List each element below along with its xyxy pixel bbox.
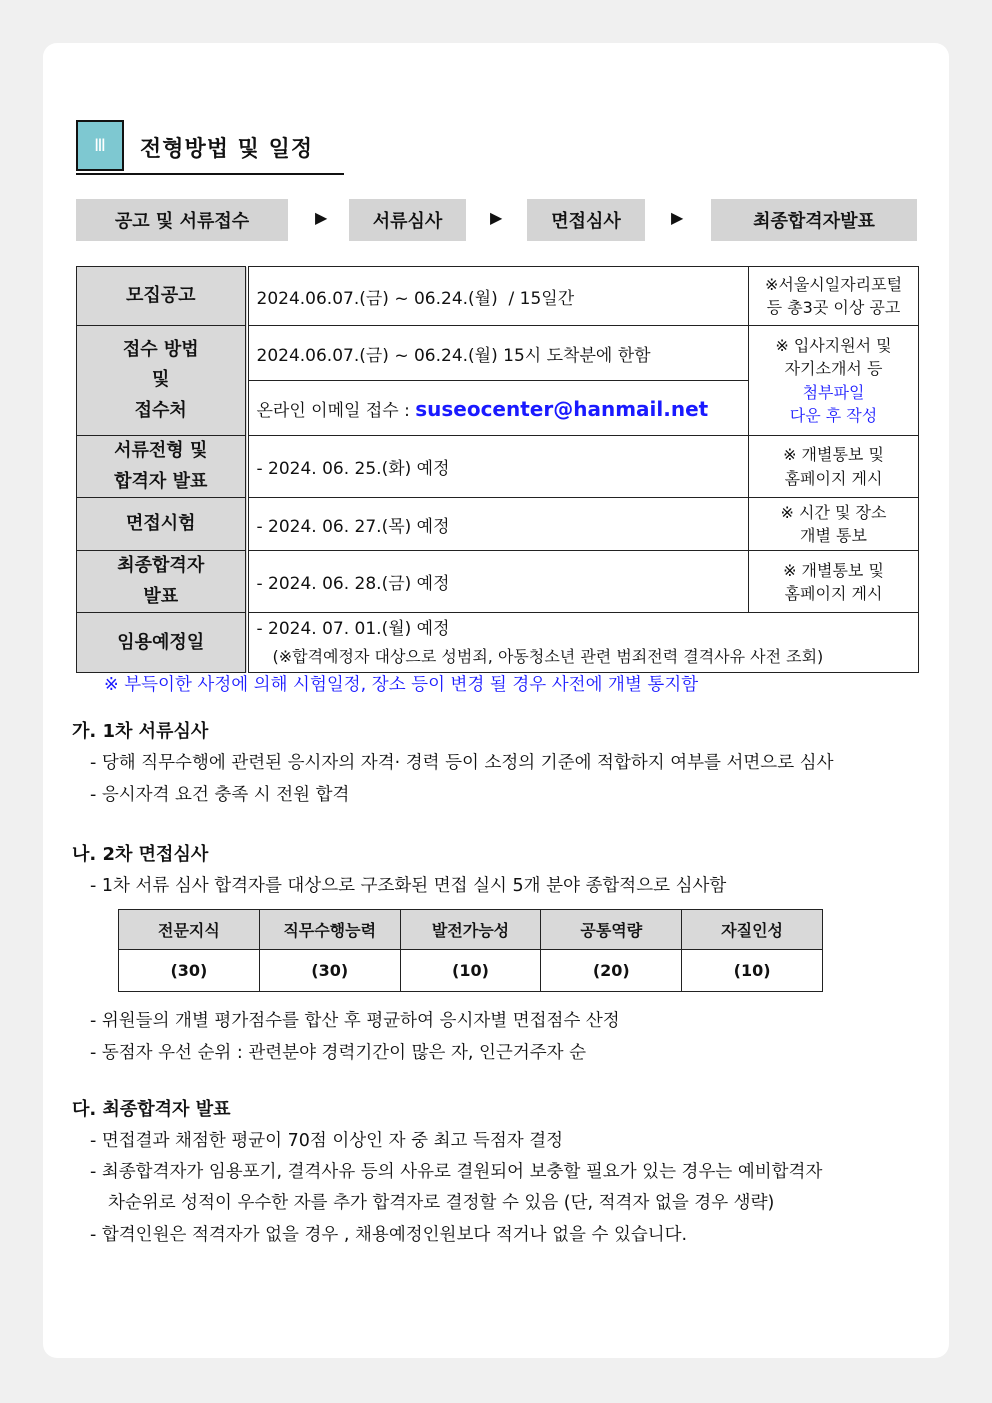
row-value: - 2024. 06. 27.(목) 예정 bbox=[247, 498, 749, 551]
row-value: 2024.06.07.(금) ~ 06.24.(월) 15시 도착분에 한함 bbox=[247, 326, 749, 381]
row-label: 모집공고 bbox=[77, 267, 247, 326]
row-value: - 2024. 06. 28.(금) 예정 bbox=[247, 551, 749, 613]
note-line: ※서울시일자리포털 bbox=[764, 274, 903, 294]
schedule-table bbox=[76, 266, 919, 673]
note-line: 등 총3곳 이상 공고 bbox=[766, 298, 901, 317]
section-ga-title: 가. 1차 서류심사 bbox=[72, 721, 209, 742]
criteria-score: (30) bbox=[259, 950, 400, 992]
flow-step-document: 서류심사 bbox=[349, 199, 466, 241]
flow-arrow-icon: ▶ bbox=[315, 208, 328, 227]
schedule-row bbox=[77, 613, 919, 673]
row-label bbox=[77, 326, 247, 436]
criteria-header: 공통역량 bbox=[541, 910, 682, 950]
row-value bbox=[247, 613, 919, 673]
note-line: ※ 개별통보 및 bbox=[783, 560, 884, 580]
criteria-score: (30) bbox=[119, 950, 260, 992]
criteria-header: 발전가능성 bbox=[400, 910, 541, 950]
schedule-row bbox=[77, 436, 919, 498]
label-line: 발표 bbox=[143, 585, 179, 607]
note-line: 첨부파일 bbox=[802, 382, 865, 402]
row-label: 면접시험 bbox=[77, 498, 247, 551]
row-value: - 2024. 06. 25.(화) 예정 bbox=[247, 436, 749, 498]
note-line: ※ 개별통보 및 bbox=[783, 445, 884, 465]
criteria-header: 자질인성 bbox=[682, 910, 823, 950]
note-line: 자기소개서 등 bbox=[784, 359, 883, 379]
note-line: 홈페이지 게시 bbox=[784, 583, 883, 603]
note-line: 홈페이지 게시 bbox=[784, 468, 883, 488]
value-line: (※합격예정자 대상으로 성범죄, 아동청소년 관련 범죄전력 결격사유 사전 조회) bbox=[272, 646, 824, 666]
interview-criteria-table bbox=[118, 909, 823, 992]
section-title: 전형방법 및 일정 bbox=[140, 137, 314, 162]
section-ga-line: - 당해 직무수행에 관련된 응시자의 자격· 경력 등이 소정의 기준에 적합하지 여부를 서면으로 심사 bbox=[90, 753, 834, 773]
criteria-header: 전문지식 bbox=[119, 910, 260, 950]
schedule-row bbox=[77, 498, 919, 551]
section-number: Ⅲ bbox=[76, 120, 124, 171]
label-line: 최종합격자 bbox=[117, 555, 205, 577]
schedule-row bbox=[77, 267, 919, 326]
flow-arrow-icon: ▶ bbox=[490, 208, 503, 227]
flow-step-announce: 공고 및 서류접수 bbox=[76, 199, 288, 241]
section-da-title: 다. 최종합격자 발표 bbox=[72, 1099, 231, 1120]
section-na-intro: - 1차 서류 심사 합격자를 대상으로 구조화된 면접 실시 5개 분야 종합적으로 심사함 bbox=[90, 876, 727, 896]
section-ga-line: - 응시자격 요건 충족 시 전원 합격 bbox=[90, 785, 350, 805]
row-value: 2024.06.07.(금) ~ 06.24.(월) / 15일간 bbox=[247, 267, 749, 326]
row-note bbox=[749, 326, 919, 436]
section-header bbox=[76, 120, 344, 175]
row-value bbox=[247, 381, 749, 436]
row-note bbox=[749, 498, 919, 551]
section-na-line: - 위원들의 개별 평가점수를 합산 후 평균하여 응시자별 면접점수 산정 bbox=[90, 1011, 620, 1031]
label-line: 및 bbox=[152, 369, 170, 391]
label-line: 합격자 발표 bbox=[114, 470, 208, 492]
criteria-score: (10) bbox=[400, 950, 541, 992]
criteria-score: (20) bbox=[541, 950, 682, 992]
schedule-row bbox=[77, 326, 919, 381]
row-note bbox=[749, 551, 919, 613]
value-line: - 2024. 07. 01.(월) 예정 bbox=[256, 619, 450, 640]
label-line: 접수처 bbox=[134, 399, 187, 421]
section-na-title: 나. 2차 면접심사 bbox=[72, 844, 209, 865]
note-line: 다운 후 작성 bbox=[789, 405, 878, 425]
note-line: ※ 입사지원서 및 bbox=[775, 336, 892, 356]
criteria-score: (10) bbox=[682, 950, 823, 992]
schedule-row bbox=[77, 551, 919, 613]
flow-step-final: 최종합격자발표 bbox=[711, 199, 917, 241]
schedule-change-notice: ※ 부득이한 사정에 의해 시험일정, 장소 등이 변경 될 경우 사전에 개별 통지함 bbox=[104, 675, 699, 695]
note-line: 개별 통보 bbox=[800, 526, 867, 546]
section-da-line: - 최종합격자가 임용포기, 결격사유 등의 사유로 결원되어 보충할 필요가 있는 경우는 예비합격자 bbox=[90, 1162, 823, 1182]
email-link[interactable]: suseocenter@hanmail.net bbox=[415, 396, 709, 421]
row-note bbox=[749, 436, 919, 498]
note-line: ※ 시간 및 장소 bbox=[780, 503, 887, 522]
row-label bbox=[77, 436, 247, 498]
row-note bbox=[749, 267, 919, 326]
flow-arrow-icon: ▶ bbox=[671, 208, 684, 227]
email-label: 온라인 이메일 접수 : bbox=[256, 400, 416, 421]
section-da-line: - 면접결과 채점한 평균이 70점 이상인 자 중 최고 득점자 결정 bbox=[90, 1131, 564, 1151]
criteria-header: 직무수행능력 bbox=[259, 910, 400, 950]
label-line: 접수 방법 bbox=[122, 338, 199, 360]
criteria-header-row bbox=[119, 910, 823, 950]
criteria-value-row bbox=[119, 950, 823, 992]
section-da-line: - 합격인원은 적격자가 없을 경우 , 채용예정인원보다 적거나 없을 수 있습니다. bbox=[90, 1225, 688, 1245]
flow-step-interview: 면접심사 bbox=[527, 199, 645, 241]
section-na-line: - 동점자 우선 순위 : 관련분야 경력기간이 많은 자, 인근거주자 순 bbox=[90, 1043, 587, 1063]
section-da-line: 차순위로 성적이 우수한 자를 추가 합격자로 결정할 수 있음 (단, 적격자 없을 경우 생략) bbox=[108, 1193, 775, 1213]
label-line: 서류전형 및 bbox=[114, 440, 208, 461]
row-label: 임용예정일 bbox=[77, 613, 247, 673]
row-label bbox=[77, 551, 247, 613]
